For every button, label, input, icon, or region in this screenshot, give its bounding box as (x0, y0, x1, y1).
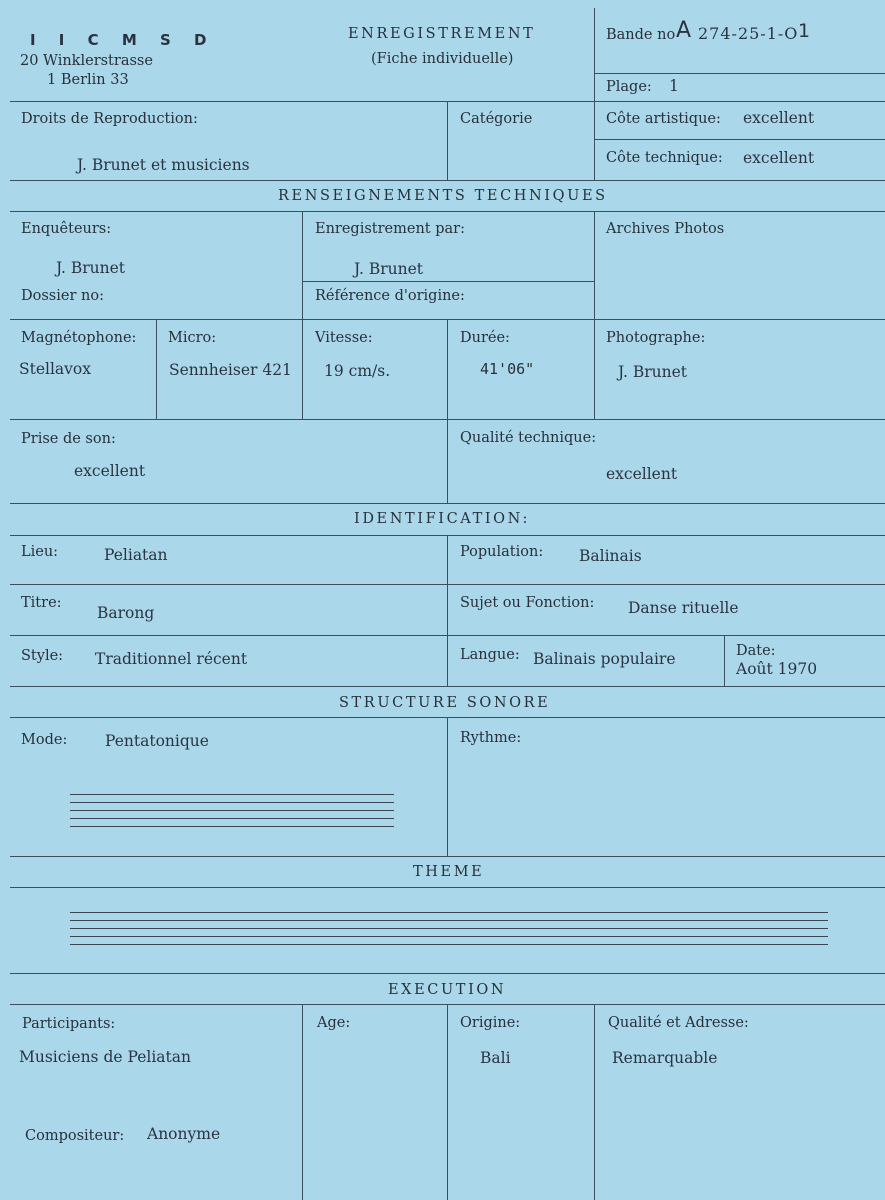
duree-label: Durée: (460, 330, 510, 346)
bande-suffix: 1 (798, 20, 811, 42)
prise-de-son-label: Prise de son: (21, 431, 116, 447)
cote-technique-label: Côte technique: (606, 150, 723, 166)
rule-tech-mid (302, 211, 303, 419)
org-logo: I I C M S D (30, 31, 216, 49)
structure-heading: STRUCTURE SONORE (339, 695, 551, 711)
rule-cote-divider (594, 139, 885, 140)
enqueteurs-value: J. Brunet (56, 259, 126, 277)
mode-staff-line (70, 818, 394, 819)
titre-value: Barong (97, 604, 155, 622)
rule-tech-right (594, 211, 595, 419)
origine-label: Origine: (460, 1015, 521, 1031)
micro-label: Micro: (168, 330, 217, 346)
style-label: Style: (21, 648, 64, 664)
langue-value: Balinais populaire (533, 650, 676, 668)
rule-origine-left (447, 1004, 448, 1200)
sujet-label: Sujet ou Fonction: (460, 595, 595, 611)
bande-prefix: A (676, 18, 692, 43)
participants-label: Participants: (22, 1016, 116, 1032)
rule-date-left (724, 635, 725, 686)
origine-value: Bali (480, 1049, 511, 1067)
prise-de-son-value: excellent (74, 462, 146, 480)
dossier-label: Dossier no: (21, 288, 104, 304)
rule-qualite-adresse-left (594, 1004, 595, 1200)
duree-value: 41'06" (480, 360, 535, 378)
date-label: Date: (736, 643, 776, 659)
reference-label: Référence d'origine: (315, 288, 465, 304)
population-value: Balinais (579, 547, 642, 565)
rights-value: J. Brunet et musiciens (77, 156, 250, 174)
plage-label: Plage: (606, 79, 652, 95)
rule-header-right (594, 8, 595, 181)
mode-value: Pentatonique (105, 732, 209, 750)
rule-dossier-top (302, 281, 594, 282)
mode-staff-line (70, 802, 394, 803)
theme-staff-line (70, 912, 828, 913)
photographe-label: Photographe: (606, 330, 706, 346)
compositeur-value: Anonyme (147, 1125, 221, 1143)
age-label: Age: (317, 1015, 351, 1031)
population-label: Population: (460, 544, 544, 560)
participants-value: Musiciens de Peliatan (19, 1048, 191, 1066)
mode-label: Mode: (21, 732, 68, 748)
vitesse-label: Vitesse: (315, 330, 373, 346)
style-value: Traditionnel récent (95, 650, 248, 668)
theme-staff-line (70, 936, 828, 937)
qualite-adresse-value: Remarquable (612, 1049, 718, 1067)
technical-heading: RENSEIGNEMENTS TECHNIQUES (278, 188, 608, 204)
org-city: 1 Berlin 33 (47, 72, 129, 88)
theme-staff-line (70, 944, 828, 945)
org-street: 20 Winklerstrasse (20, 53, 153, 69)
rule-ident-mid (447, 535, 448, 686)
rule-theme-heading-top (10, 856, 885, 857)
rule-qualite-left (447, 419, 448, 503)
micro-value: Sennheiser 421 (169, 361, 292, 379)
rule-rythme-left (447, 717, 448, 856)
form-title: ENREGISTREMENT (348, 26, 536, 42)
rule-execution-heading-top (10, 973, 885, 974)
rule-micro-left (156, 319, 157, 419)
qualite-technique-label: Qualité technique: (460, 430, 597, 446)
qualite-technique-value: excellent (606, 465, 678, 483)
compositeur-label: Compositeur: (25, 1128, 125, 1144)
categorie-label: Catégorie (460, 111, 533, 127)
enregistrement-par-label: Enregistrement par: (315, 221, 465, 237)
rights-label: Droits de Reproduction: (21, 111, 198, 127)
rythme-label: Rythme: (460, 730, 522, 746)
cote-artistique-label: Côte artistique: (606, 111, 721, 127)
mode-staff-line (70, 794, 394, 795)
rule-structure-heading-top (10, 686, 885, 687)
rule-theme-heading-bottom (10, 887, 885, 888)
cote-artistique-value: excellent (743, 109, 815, 127)
enqueteurs-label: Enquêteurs: (21, 221, 112, 237)
bande-value: 274-25-1-O (698, 24, 799, 43)
vitesse-value: 19 cm/s. (324, 362, 391, 380)
titre-label: Titre: (21, 595, 62, 611)
rule-age-left (302, 1004, 303, 1200)
rule-categorie-left (447, 101, 448, 181)
archives-photos-label: Archives Photos (606, 221, 725, 237)
form-subtitle: (Fiche individuelle) (371, 51, 514, 67)
plage-value: 1 (669, 77, 679, 95)
identification-heading: IDENTIFICATION: (354, 511, 530, 527)
magnetophone-value: Stellavox (19, 360, 92, 378)
bande-label: Bande no (606, 27, 676, 43)
date-value: Août 1970 (736, 660, 818, 678)
photographe-value: J. Brunet (618, 363, 688, 381)
enregistrement-par-value: J. Brunet (354, 260, 424, 278)
lieu-value: Peliatan (104, 546, 168, 564)
langue-label: Langue: (460, 647, 520, 663)
mode-staff-line (70, 810, 394, 811)
lieu-label: Lieu: (21, 544, 59, 560)
theme-staff-line (70, 928, 828, 929)
rule-duree-left (447, 319, 448, 419)
rule-ident-heading-top (10, 503, 885, 504)
theme-staff-line (70, 920, 828, 921)
rule-tech-heading-bottom (10, 211, 885, 212)
mode-staff-line (70, 826, 394, 827)
qualite-adresse-label: Qualité et Adresse: (608, 1015, 749, 1031)
theme-heading: THEME (413, 864, 485, 880)
execution-heading: EXECUTION (388, 982, 507, 998)
sujet-value: Danse rituelle (628, 599, 739, 617)
magnetophone-label: Magnétophone: (21, 330, 137, 346)
cote-technique-value: excellent (743, 149, 815, 167)
rule-plage-top (594, 73, 885, 74)
